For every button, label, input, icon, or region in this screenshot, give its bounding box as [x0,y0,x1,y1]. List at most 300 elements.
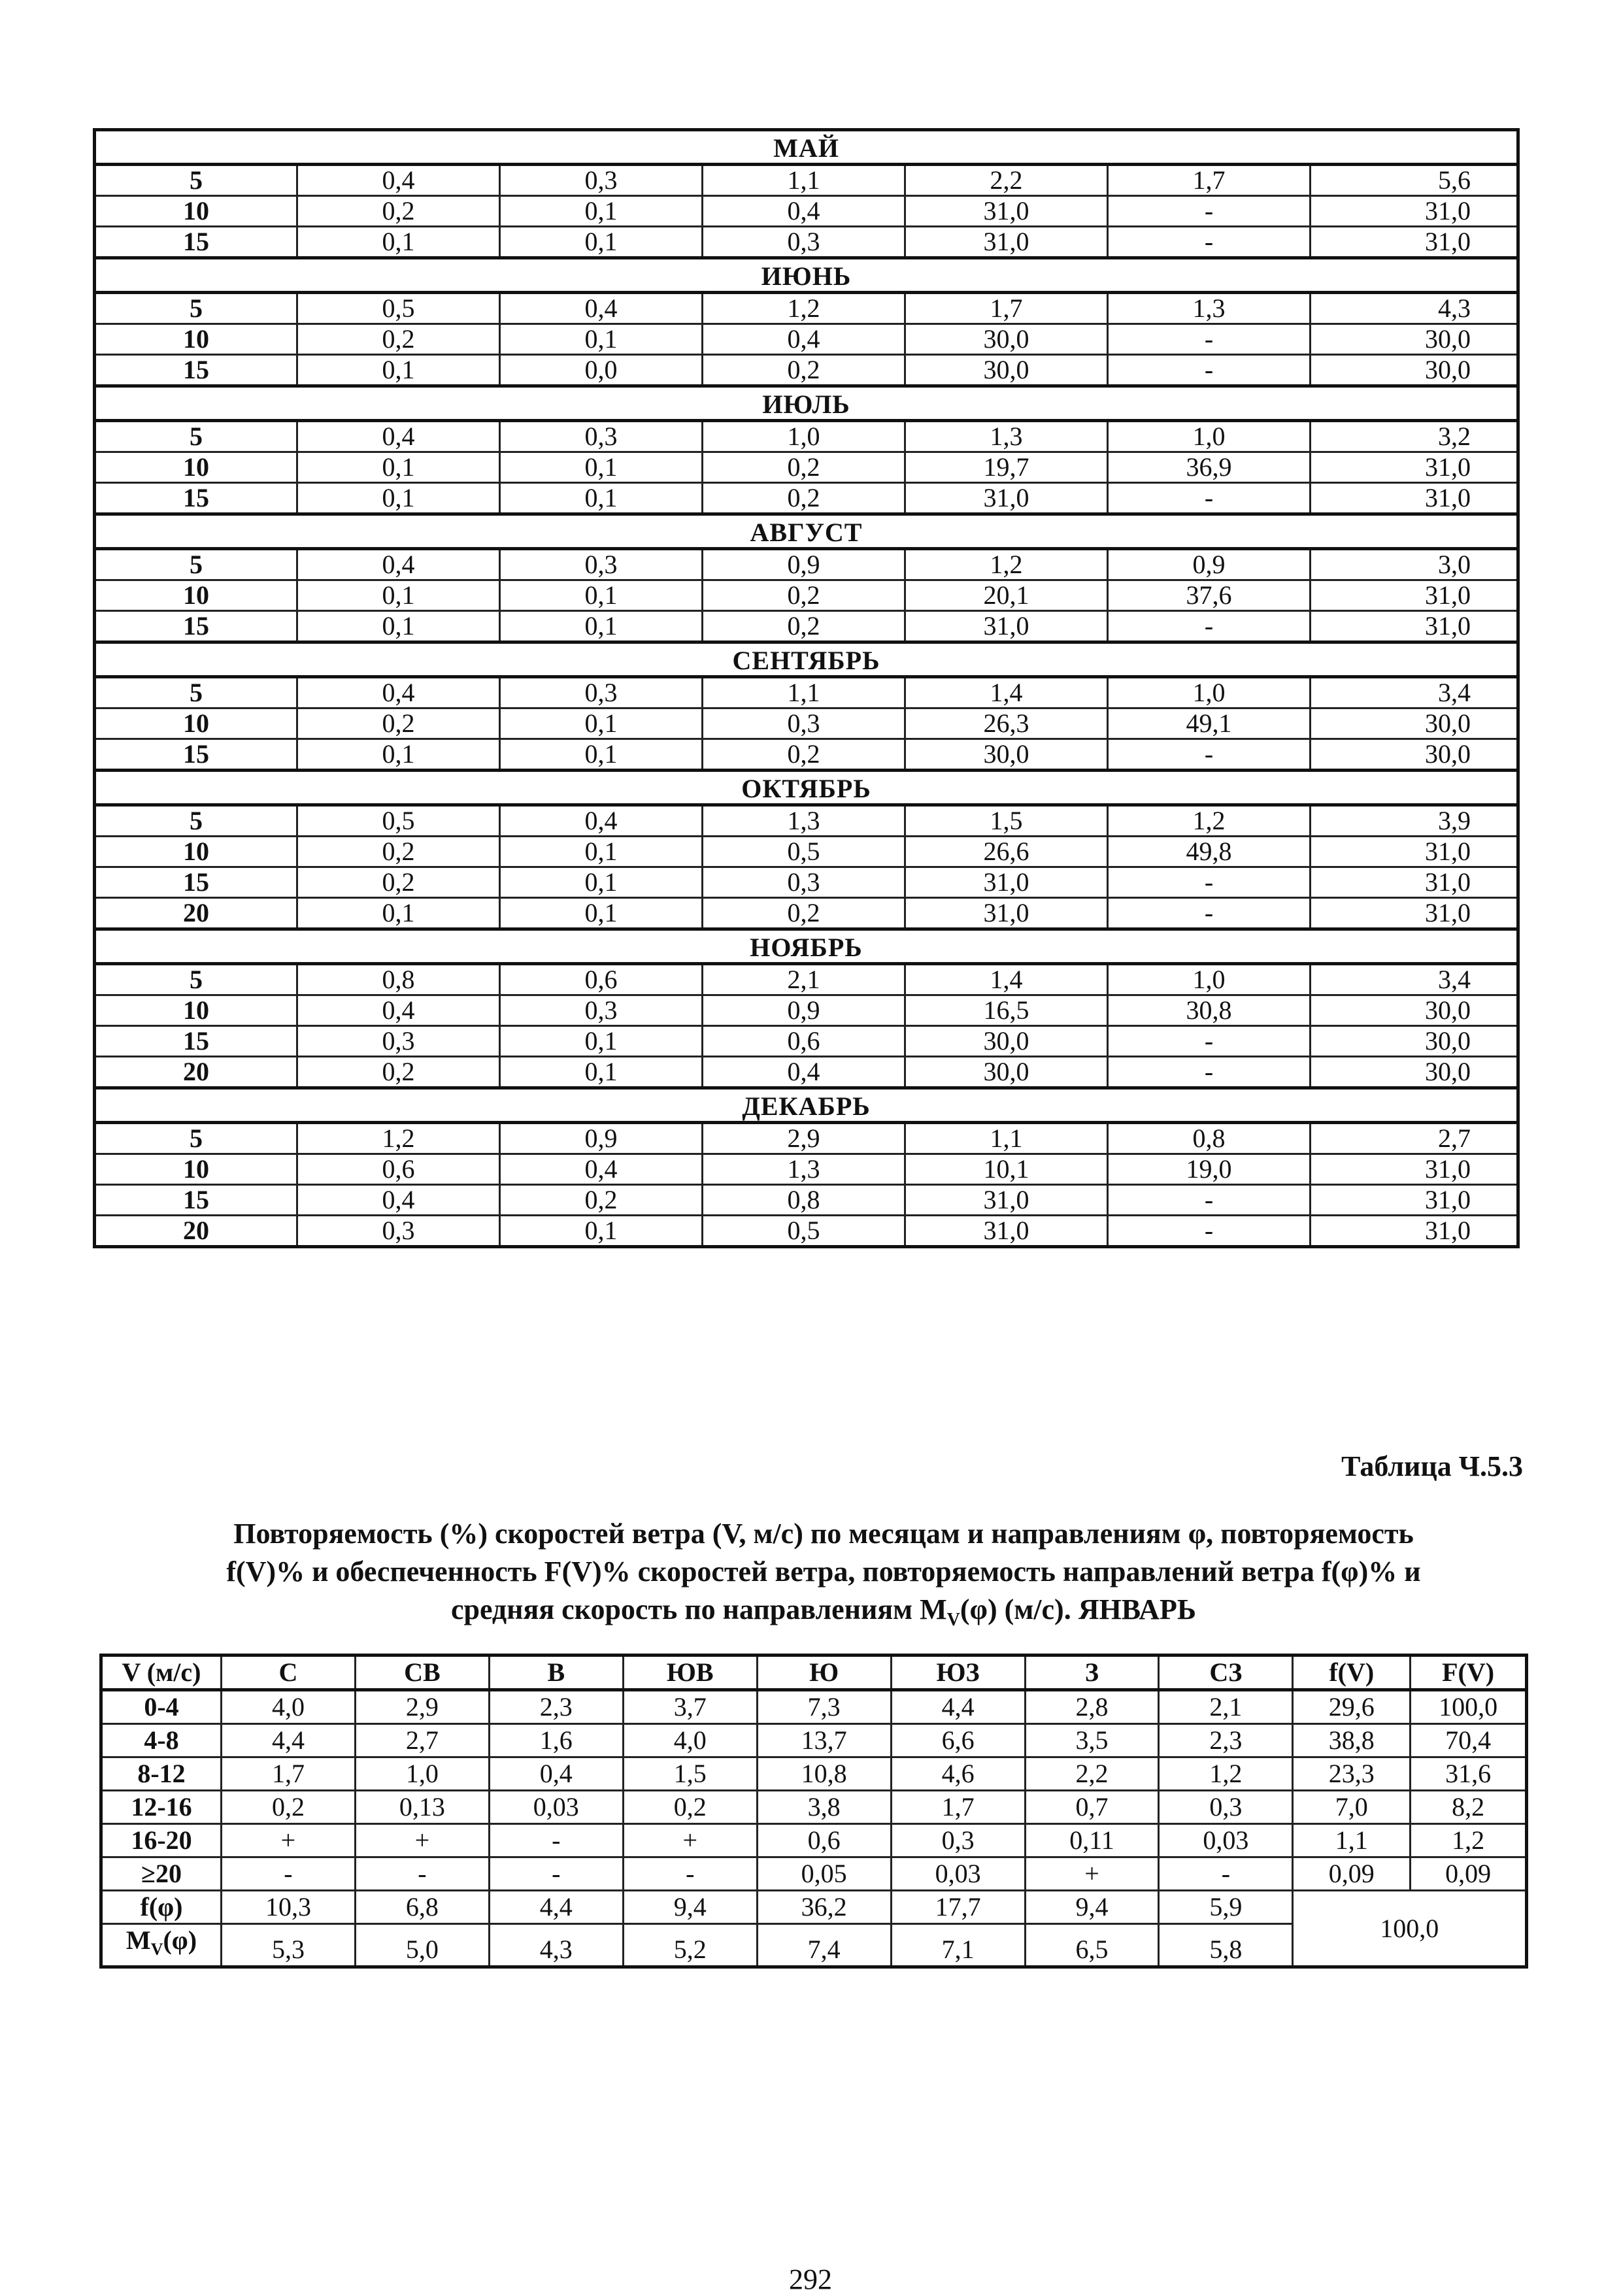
value-cell: 0,2 [623,1791,757,1824]
speed-cell: 5 [95,964,297,995]
january-wind-table [99,1654,1528,1969]
value-cell: 0,3 [297,1026,500,1057]
value-cell: 49,8 [1108,837,1311,867]
value-cell: 1,4 [905,964,1108,995]
value-cell: 0,03 [1159,1824,1293,1857]
value-cell: 31,0 [1311,837,1518,867]
speed-cell: 15 [95,1026,297,1057]
value-cell: 0,2 [222,1791,356,1824]
header-cell: ЮВ [623,1655,757,1690]
value-cell: 0,3 [500,421,703,452]
value-cell: 3,8 [757,1791,891,1824]
value-cell: 1,5 [623,1757,757,1791]
value-cell: 1,2 [905,549,1108,580]
value-cell: 31,0 [1311,227,1518,258]
value-cell: 31,0 [1311,867,1518,898]
value-cell: 0,09 [1293,1857,1411,1891]
value-cell: 31,0 [1311,1154,1518,1185]
mv-label-main: M [125,1925,151,1955]
value-cell: 1,7 [891,1791,1025,1824]
value-cell: 0,2 [703,611,905,642]
value-cell: 10,8 [757,1757,891,1791]
table-row [95,293,1518,324]
month-title: МАЙ [95,130,1518,165]
value-cell: 0,2 [703,898,905,929]
speed-cell: 10 [95,580,297,611]
value-cell: 0,4 [500,805,703,837]
speed-cell: 10 [95,1154,297,1185]
value-cell: 0,5 [703,1216,905,1247]
value-cell: 0,3 [891,1824,1025,1857]
value-cell: 31,0 [905,867,1108,898]
value-cell: - [1108,1216,1311,1247]
value-cell: 26,6 [905,837,1108,867]
value-cell: 1,3 [905,421,1108,452]
table-row [95,739,1518,771]
table-row [95,995,1518,1026]
value-cell: 0,2 [297,837,500,867]
value-cell: 5,0 [355,1924,489,1967]
value-cell: 0,4 [703,1057,905,1088]
speed-cell: 5 [95,1123,297,1154]
value-cell: 30,0 [905,739,1108,771]
value-cell: 30,0 [1311,1057,1518,1088]
value-cell: 4,3 [1311,293,1518,324]
value-cell: 0,1 [297,355,500,386]
month-header-row [95,130,1518,165]
value-cell: - [1108,867,1311,898]
value-cell: 0,11 [1025,1824,1159,1857]
value-cell: 31,6 [1411,1757,1527,1791]
value-cell: 6,8 [355,1891,489,1924]
speed-cell: 5 [95,293,297,324]
value-cell: 31,0 [905,227,1108,258]
value-cell: 0,6 [703,1026,905,1057]
value-cell: 1,2 [1159,1757,1293,1791]
value-cell: 20,1 [905,580,1108,611]
value-cell: 0,7 [1025,1791,1159,1824]
value-cell: 0,3 [500,549,703,580]
value-cell: 0,2 [703,739,905,771]
value-cell: 0,1 [297,483,500,514]
value-cell: 1,3 [1108,293,1311,324]
value-cell: - [355,1857,489,1891]
value-cell: 7,4 [757,1924,891,1967]
value-cell: 13,7 [757,1724,891,1757]
value-cell: 0,03 [489,1791,623,1824]
value-cell: 0,4 [297,677,500,708]
table-row [95,580,1518,611]
month-header-row [95,771,1518,805]
value-cell: 19,0 [1108,1154,1311,1185]
value-cell: 2,1 [1159,1690,1293,1724]
value-cell: 0,3 [1159,1791,1293,1824]
table-row [95,867,1518,898]
value-cell: 2,2 [905,165,1108,196]
value-cell: 1,0 [1108,677,1311,708]
value-cell: 1,2 [1108,805,1311,837]
value-cell: 0,1 [297,739,500,771]
table-row [95,964,1518,995]
month-header-row [95,258,1518,293]
speed-cell: 5 [95,549,297,580]
table-row [95,324,1518,355]
value-cell: - [1108,483,1311,514]
value-cell: 70,4 [1411,1724,1527,1757]
value-cell: 31,0 [1311,1216,1518,1247]
value-cell: 3,2 [1311,421,1518,452]
value-cell: 0,2 [297,708,500,739]
value-cell: 5,2 [623,1924,757,1967]
value-cell: 0,13 [355,1791,489,1824]
value-cell: 1,2 [703,293,905,324]
value-cell: 0,1 [500,452,703,483]
value-cell: 31,0 [1311,196,1518,227]
speed-cell: 10 [95,324,297,355]
value-cell: + [222,1824,356,1857]
value-cell: 0,4 [297,165,500,196]
value-cell: 1,7 [905,293,1108,324]
value-cell: 0,3 [297,1216,500,1247]
value-cell: 31,0 [905,1216,1108,1247]
value-cell: 0,4 [297,1185,500,1216]
value-cell: 5,8 [1159,1924,1293,1967]
value-cell: 8,2 [1411,1791,1527,1824]
value-cell: - [1108,355,1311,386]
month-title: НОЯБРЬ [95,929,1518,964]
value-cell: 26,3 [905,708,1108,739]
value-cell: 30,0 [905,1026,1108,1057]
value-cell: 2,3 [1159,1724,1293,1757]
value-cell: 2,9 [703,1123,905,1154]
value-cell: 1,0 [1108,421,1311,452]
month-header-row [95,929,1518,964]
value-cell: 0,1 [500,739,703,771]
speed-cell: 15 [95,611,297,642]
speed-range-cell: 4-8 [101,1724,222,1757]
value-cell: - [1159,1857,1293,1891]
value-cell: 0,1 [500,1216,703,1247]
value-cell: 0,1 [500,196,703,227]
table-row [95,677,1518,708]
value-cell: 0,3 [703,867,905,898]
value-cell: 1,1 [1293,1824,1411,1857]
month-title: ИЮНЬ [95,258,1518,293]
value-cell: 30,0 [905,355,1108,386]
value-cell: 30,0 [905,1057,1108,1088]
value-cell: 0,4 [489,1757,623,1791]
value-cell: 3,5 [1025,1724,1159,1757]
value-cell: 31,0 [1311,1185,1518,1216]
value-cell: 0,1 [500,227,703,258]
value-cell: 30,0 [1311,739,1518,771]
value-cell: 1,6 [489,1724,623,1757]
value-cell: 30,8 [1108,995,1311,1026]
month-header-row [95,386,1518,421]
value-cell: 31,0 [905,196,1108,227]
value-cell: 0,5 [297,805,500,837]
value-cell: 0,2 [297,1057,500,1088]
value-cell: 2,8 [1025,1690,1159,1724]
value-cell: 1,5 [905,805,1108,837]
value-cell: - [1108,1026,1311,1057]
monthly-wind-table [93,128,1520,1248]
value-cell: 0,8 [297,964,500,995]
caption-line-2: f(V)% и обеспеченность F(V)% скоростей ветра, повторяемость направлений ветра f(φ)% и [226,1556,1421,1588]
value-cell: 0,2 [297,196,500,227]
caption-line-3-tail: (φ) (м/с). ЯНВАРЬ [960,1593,1197,1625]
value-cell: 0,3 [500,677,703,708]
value-cell: 0,6 [500,964,703,995]
value-cell: - [1108,227,1311,258]
speed-range-cell: 0-4 [101,1690,222,1724]
value-cell: 0,3 [500,995,703,1026]
value-cell: 0,2 [703,355,905,386]
speed-range-cell: 8-12 [101,1757,222,1791]
value-cell: 0,05 [757,1857,891,1891]
value-cell: 1,3 [703,805,905,837]
value-cell: 31,0 [1311,452,1518,483]
value-cell: 1,7 [222,1757,356,1791]
value-cell: 29,6 [1293,1690,1411,1724]
value-cell: 4,3 [489,1924,623,1967]
table-row [95,421,1518,452]
value-cell: 3,4 [1311,677,1518,708]
table-row [101,1757,1527,1791]
mv-label-sub: V [150,1940,163,1959]
value-cell: 38,8 [1293,1724,1411,1757]
value-cell: 4,4 [222,1724,356,1757]
value-cell: 0,4 [297,549,500,580]
table-row [95,898,1518,929]
value-cell: 0,4 [500,293,703,324]
speed-cell: 20 [95,898,297,929]
caption-line-3-text: средняя скорость по направлениям M [450,1593,947,1625]
value-cell: 0,8 [1108,1123,1311,1154]
table-row [95,1026,1518,1057]
header-cell: ЮЗ [891,1655,1025,1690]
value-cell: 17,7 [891,1891,1025,1924]
table-row [95,355,1518,386]
value-cell: 31,0 [905,898,1108,929]
value-cell: 2,7 [1311,1123,1518,1154]
value-cell: 4,6 [891,1757,1025,1791]
value-cell: 30,0 [1311,995,1518,1026]
value-cell: 10,1 [905,1154,1108,1185]
mv-phi-label [101,1924,222,1967]
value-cell: 1,1 [905,1123,1108,1154]
speed-cell: 15 [95,867,297,898]
value-cell: 5,9 [1159,1891,1293,1924]
value-cell: 16,5 [905,995,1108,1026]
table-row [95,1057,1518,1088]
value-cell: - [623,1857,757,1891]
value-cell: 0,1 [297,580,500,611]
f-phi-row [101,1891,1527,1924]
value-cell: 1,2 [297,1123,500,1154]
value-cell: 36,9 [1108,452,1311,483]
value-cell: 0,1 [500,324,703,355]
month-header-row [95,1088,1518,1123]
value-cell: 4,4 [891,1690,1025,1724]
caption-line-3-sub: V [946,1609,960,1630]
table-row [95,549,1518,580]
value-cell: 0,4 [297,421,500,452]
table-row [95,452,1518,483]
value-cell: 0,1 [297,452,500,483]
value-cell: 1,3 [703,1154,905,1185]
value-cell: + [623,1824,757,1857]
value-cell: 30,0 [1311,708,1518,739]
f-phi-label: f(φ) [101,1891,222,1924]
table-caption [118,1515,1529,1639]
value-cell: 1,7 [1108,165,1311,196]
value-cell: 3,9 [1311,805,1518,837]
value-cell: 2,1 [703,964,905,995]
table-row [95,1154,1518,1185]
table-row [95,1216,1518,1247]
value-cell: 6,5 [1025,1924,1159,1967]
table-row [101,1791,1527,1824]
value-cell: 0,1 [500,483,703,514]
table-row [95,611,1518,642]
value-cell: 2,3 [489,1690,623,1724]
value-cell: 0,3 [500,165,703,196]
speed-cell: 10 [95,452,297,483]
speed-cell: 20 [95,1057,297,1088]
value-cell: 0,6 [297,1154,500,1185]
value-cell: 7,3 [757,1690,891,1724]
value-cell: 0,9 [703,549,905,580]
value-cell: 0,2 [703,483,905,514]
value-cell: 3,4 [1311,964,1518,995]
speed-cell: 15 [95,739,297,771]
value-cell: 5,3 [222,1924,356,1967]
value-cell: 0,9 [1108,549,1311,580]
speed-cell: 5 [95,421,297,452]
value-cell: - [489,1824,623,1857]
month-title: СЕНТЯБРЬ [95,642,1518,677]
speed-cell: 20 [95,1216,297,1247]
value-cell: 23,3 [1293,1757,1411,1791]
value-cell: 31,0 [905,1185,1108,1216]
speed-cell: 5 [95,805,297,837]
value-cell: 0,03 [891,1857,1025,1891]
speed-cell: 15 [95,227,297,258]
value-cell: 0,3 [703,708,905,739]
month-title: ИЮЛЬ [95,386,1518,421]
header-cell: f(V) [1293,1655,1411,1690]
value-cell: 0,2 [703,452,905,483]
value-cell: 7,1 [891,1924,1025,1967]
value-cell: 5,6 [1311,165,1518,196]
value-cell: - [1108,739,1311,771]
value-cell: 0,2 [297,324,500,355]
value-cell: 0,6 [757,1824,891,1857]
month-title: ДЕКАБРЬ [95,1088,1518,1123]
value-cell: 0,2 [703,580,905,611]
value-cell: 30,0 [1311,355,1518,386]
value-cell: 6,6 [891,1724,1025,1757]
value-cell: 0,5 [297,293,500,324]
value-cell: 0,1 [500,1026,703,1057]
value-cell: 0,1 [500,1057,703,1088]
value-cell: 30,0 [1311,1026,1518,1057]
value-cell: 0,1 [500,611,703,642]
speed-cell: 5 [95,165,297,196]
value-cell: 2,7 [355,1724,489,1757]
value-cell: 0,9 [500,1123,703,1154]
value-cell: 0,1 [500,867,703,898]
value-cell: 0,1 [500,580,703,611]
value-cell: 0,4 [703,324,905,355]
value-cell: 2,9 [355,1690,489,1724]
value-cell: 0,1 [500,708,703,739]
value-cell: 0,0 [500,355,703,386]
value-cell: 1,0 [703,421,905,452]
header-row [101,1655,1527,1690]
month-header-row [95,514,1518,549]
value-cell: 31,0 [1311,611,1518,642]
header-cell: С [222,1655,356,1690]
value-cell: 1,1 [703,165,905,196]
value-cell: 30,0 [905,324,1108,355]
mv-label-tail: (φ) [163,1925,197,1955]
table-row [101,1724,1527,1757]
header-cell: З [1025,1655,1159,1690]
value-cell: 37,6 [1108,580,1311,611]
value-cell: 31,0 [905,483,1108,514]
value-cell: 31,0 [1311,580,1518,611]
value-cell: 49,1 [1108,708,1311,739]
value-cell: - [1108,898,1311,929]
value-cell: 0,1 [297,898,500,929]
table-row [95,165,1518,196]
speed-cell: 10 [95,995,297,1026]
table-row [95,483,1518,514]
value-cell: - [1108,1057,1311,1088]
value-cell: 0,1 [297,227,500,258]
header-cell: V (м/с) [101,1655,222,1690]
value-cell: 9,4 [1025,1891,1159,1924]
value-cell: 1,2 [1411,1824,1527,1857]
speed-cell: 10 [95,196,297,227]
table-number: Таблица Ч.5.3 [1341,1450,1523,1482]
caption-line-3 [118,1591,1529,1639]
month-header-row [95,642,1518,677]
value-cell: 100,0 [1411,1690,1527,1724]
value-cell: 7,0 [1293,1791,1411,1824]
speed-range-cell: 12-16 [101,1791,222,1824]
value-cell: - [489,1857,623,1891]
value-cell: 31,0 [1311,483,1518,514]
value-cell: + [355,1824,489,1857]
value-cell: 4,0 [623,1724,757,1757]
table-row [101,1857,1527,1891]
table-row [101,1824,1527,1857]
value-cell: 1,0 [355,1757,489,1791]
value-cell: - [222,1857,356,1891]
table-row [95,837,1518,867]
total-cell: 100,0 [1293,1891,1527,1967]
value-cell: 0,4 [500,1154,703,1185]
value-cell: 0,3 [703,227,905,258]
value-cell: 0,1 [297,611,500,642]
value-cell: - [1108,1185,1311,1216]
value-cell: 0,9 [703,995,905,1026]
value-cell: 0,09 [1411,1857,1527,1891]
value-cell: 4,4 [489,1891,623,1924]
